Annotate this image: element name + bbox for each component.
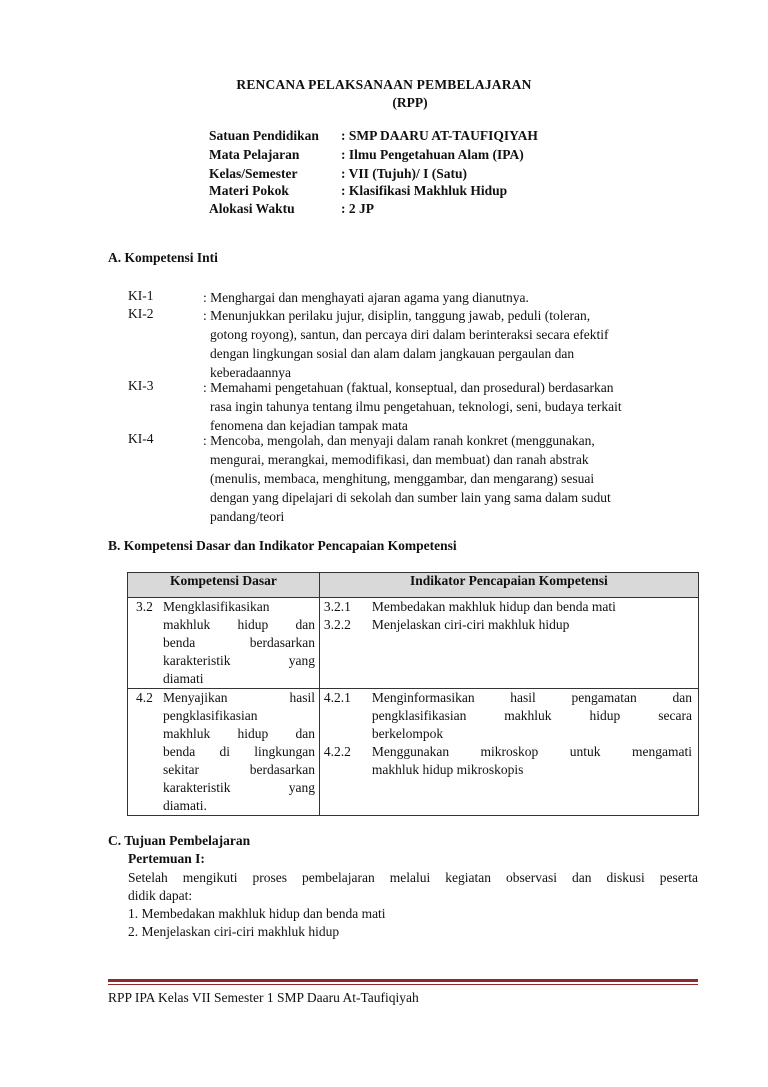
meta-row-alokasi xyxy=(209,199,374,218)
indicator-number: 4.2.2 xyxy=(323,744,351,759)
kd-line: karakteristik yang xyxy=(163,780,315,795)
ki-text xyxy=(203,431,697,526)
paragraph-line: Setelah mengikuti proses pembelajaran melalui kegiatan observasi dan diskusi peserta xyxy=(128,870,698,885)
footer-text: RPP IPA Kelas VII Semester 1 SMP Daaru At-Taufiqiyah xyxy=(108,990,419,1005)
meta-label: Mata Pelajaran xyxy=(209,147,300,162)
indikator-cell xyxy=(319,689,698,816)
ki-line: pandang/teori xyxy=(210,509,285,524)
meta-row-materi xyxy=(209,181,507,200)
meta-value: : VII (Tujuh)/ I (Satu) xyxy=(341,166,468,181)
ki-line: : Menunjukkan perilaku jujur, disiplin, tanggung jawab, peduli (toleran, xyxy=(203,308,591,323)
kd-line: diamati. xyxy=(163,798,207,813)
meta-label: Alokasi Waktu xyxy=(209,201,295,216)
meta-label: Satuan Pendidikan xyxy=(209,128,319,143)
indikator-header-cell: Indikator Pencapaian Kompetensi xyxy=(319,573,698,598)
indicator-item xyxy=(320,616,698,634)
indicator-item xyxy=(320,689,698,743)
kd-line: benda berdasarkan xyxy=(163,635,315,650)
document-subtitle: (RPP) xyxy=(392,95,428,110)
ki-line: keberadaannya xyxy=(210,365,291,380)
ki-code: KI-4 xyxy=(128,431,154,446)
kd-text xyxy=(163,598,315,688)
indicator-item xyxy=(320,743,698,779)
kd-line: benda di lingkungan xyxy=(163,744,315,759)
ki-line: rasa ingin tahunya tentang ilmu pengetahuan, teknologi, seni, budaya terkait xyxy=(210,399,622,414)
ki-code: KI-3 xyxy=(128,378,154,393)
footer-divider xyxy=(108,979,698,982)
indicator-item xyxy=(320,598,698,616)
list-item: 2. Menjelaskan ciri-ciri makhluk hidup xyxy=(128,924,340,939)
meta-value: : Ilmu Pengetahuan Alam (IPA) xyxy=(341,147,524,162)
kd-line: makhluk hidup dan xyxy=(163,726,315,741)
kd-number: 4.2 xyxy=(136,690,153,705)
ki-line: fenomena dan kejadian tampak mata xyxy=(210,418,408,433)
ki-code: KI-1 xyxy=(128,288,154,303)
footer-divider-thin xyxy=(108,984,698,985)
meta-value: : Klasifikasi Makhluk Hidup xyxy=(341,183,508,198)
indicator-number: 3.2.2 xyxy=(323,617,351,632)
ki-text xyxy=(203,306,697,382)
meta-label: Materi Pokok xyxy=(209,183,289,198)
indikator-cell xyxy=(319,598,698,689)
tujuan-list xyxy=(128,905,386,941)
meta-row-mapel xyxy=(209,145,524,164)
ki-text xyxy=(203,378,697,435)
ki-line: : Mencoba, mengolah, dan menyaji dalam ranah konkret (menggunakan, xyxy=(203,433,595,448)
tujuan-paragraph xyxy=(128,869,698,905)
kd-text xyxy=(163,689,315,815)
kd-line: karakteristik yang xyxy=(163,653,315,668)
meta-value: : SMP DAARU AT-TAUFIQIYAH xyxy=(341,128,538,143)
kd-line: sekitar berdasarkan xyxy=(163,762,315,777)
indicator-line: makhluk hidup mikroskopis xyxy=(371,762,524,777)
section-c-heading: C. Tujuan Pembelajaran xyxy=(108,833,251,848)
kd-cell xyxy=(128,689,320,816)
ki-line: : Memahami pengetahuan (faktual, konseptual, dan prosedural) berdasarkan xyxy=(203,380,614,395)
kd-number: 3.2 xyxy=(136,599,153,614)
ki-line: (menulis, membaca, menghitung, menggambar, dan mengarang) sesuai xyxy=(210,471,595,486)
meta-row-satuan xyxy=(209,126,538,145)
table-row xyxy=(128,689,699,816)
indicator-line: berkelompok xyxy=(371,726,444,741)
ki-line: gotong royong), santun, dan percaya diri dalam berinteraksi secara efektif xyxy=(210,327,609,342)
ki-text xyxy=(203,288,697,307)
kd-table xyxy=(127,572,699,816)
indicator-text xyxy=(372,743,698,779)
indicator-text: Menjelaskan ciri-ciri makhluk hidup xyxy=(371,617,570,632)
kd-line: pengklasifikasian xyxy=(163,708,258,723)
ki-code: KI-2 xyxy=(128,306,154,321)
document-title: RENCANA PELAKSANAAN PEMBELAJARAN xyxy=(236,77,532,92)
section-a-heading: A. Kompetensi Inti xyxy=(108,250,218,265)
indicator-number: 4.2.1 xyxy=(323,690,351,705)
indicator-line: Menginformasikan hasil pengamatan dan xyxy=(371,690,692,705)
kd-line: Menyajikan hasil xyxy=(163,690,315,705)
paragraph-line: didik dapat: xyxy=(128,888,193,903)
kd-table-header xyxy=(128,573,699,598)
kd-cell xyxy=(128,598,320,689)
kd-line: Mengklasifikasikan xyxy=(163,599,270,614)
ki-line: mengurai, merangkai, memodifikasi, dan membuat) dan ranah abstrak xyxy=(210,452,589,467)
indicator-number: 3.2.1 xyxy=(323,599,351,614)
meta-label: Kelas/Semester xyxy=(209,166,298,181)
meta-value: : 2 JP xyxy=(341,201,374,216)
table-row xyxy=(128,598,699,689)
section-b-heading: B. Kompetensi Dasar dan Indikator Pencapaian Kompetensi xyxy=(108,538,457,553)
kd-line: makhluk hidup dan xyxy=(163,617,315,632)
list-item: 1. Membedakan makhluk hidup dan benda mati xyxy=(128,906,386,921)
ki-line: dengan lingkungan sosial dan alam dalam jangkauan pergaulan dan xyxy=(210,346,575,361)
indicator-line: Menggunakan mikroskop untuk mengamati xyxy=(371,744,692,759)
ki-line: : Menghargai dan menghayati ajaran agama yang dianutnya. xyxy=(203,290,529,305)
kd-line: diamati xyxy=(163,671,204,686)
pertemuan-heading: Pertemuan I: xyxy=(128,851,205,866)
kd-header-cell: Kompetensi Dasar xyxy=(128,573,320,598)
indicator-text xyxy=(372,689,698,743)
indicator-line: pengklasifikasian makhluk hidup secara xyxy=(371,708,692,723)
indicator-text: Membedakan makhluk hidup dan benda mati xyxy=(371,599,616,614)
ki-line: dengan yang dipelajari di sekolah dan sumber lain yang sama dalam sudut xyxy=(210,490,611,505)
